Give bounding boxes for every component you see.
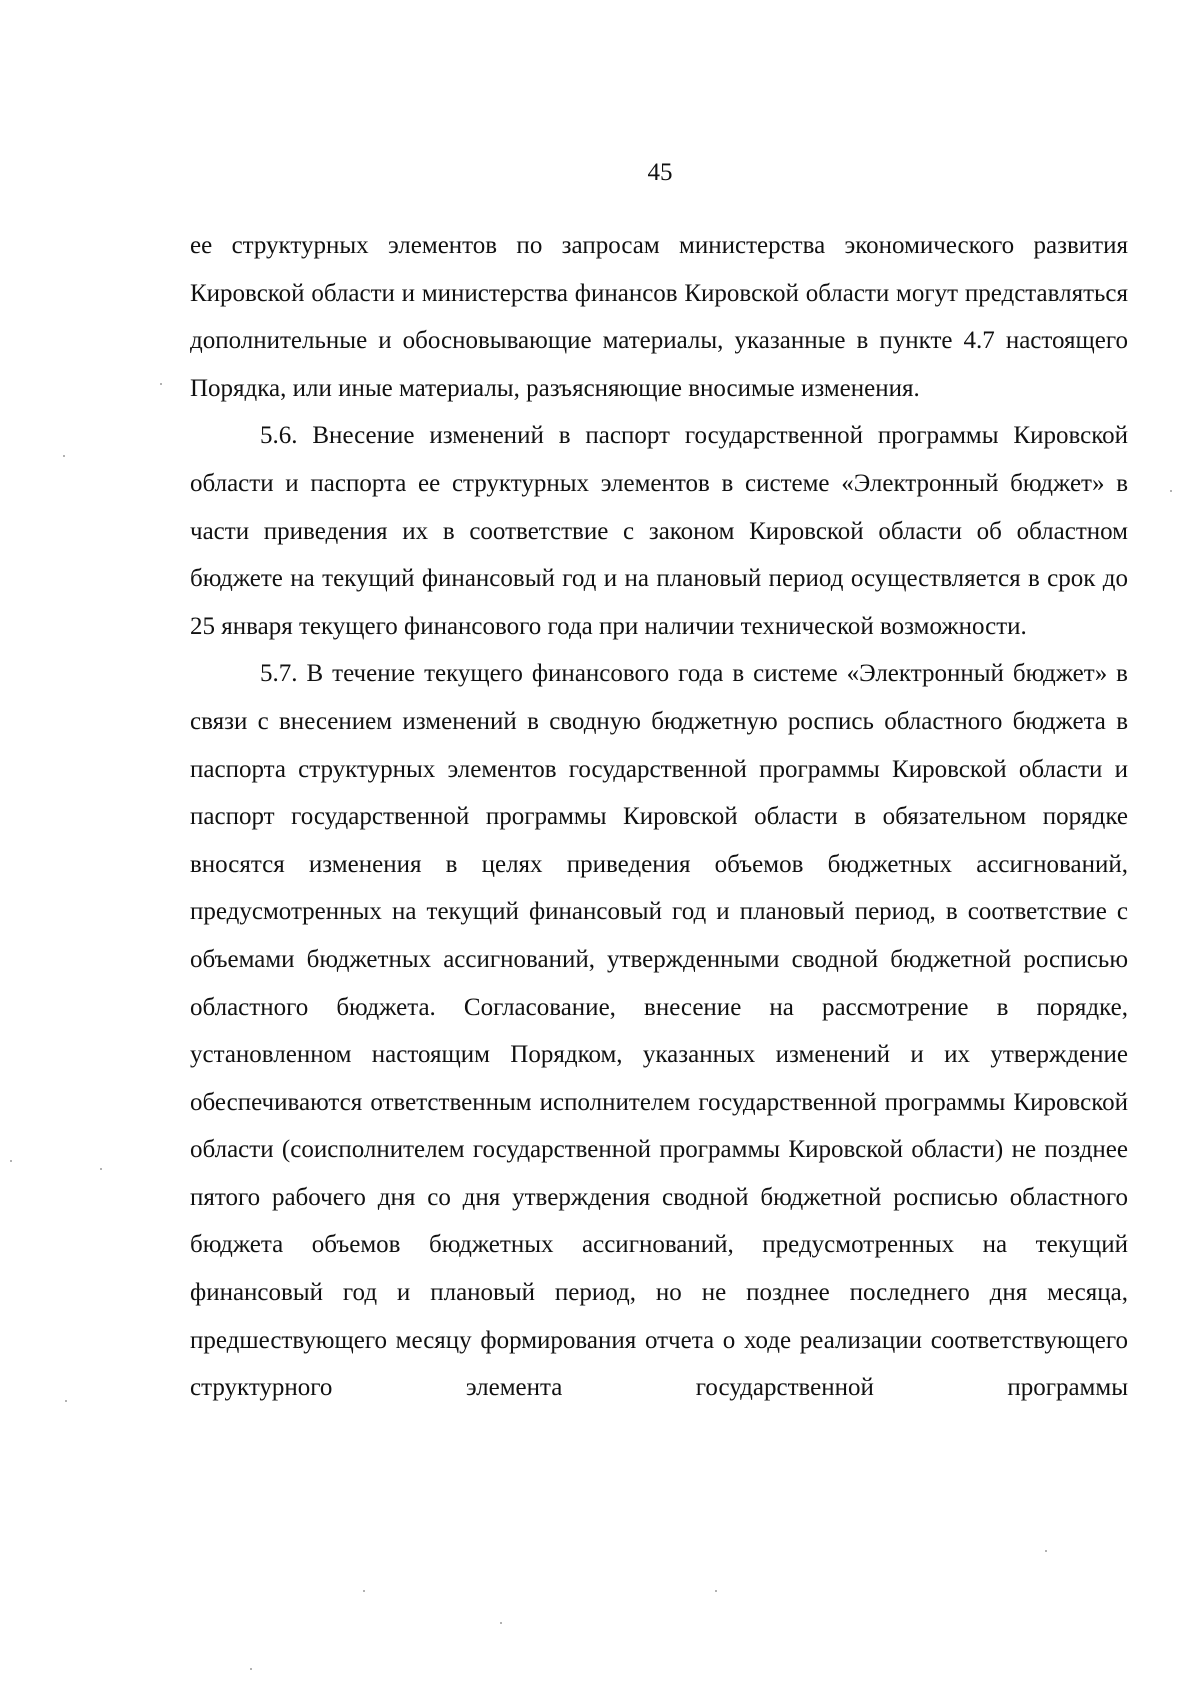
scan-speck [250,1668,252,1670]
paragraph-clause-5-7: 5.7. В течение текущего финансового года в системе «Электронный бюджет» в связи с внесением изменений в сводную бюджетную роспись областного бюджета в паспорта структурных элементов государственной программы Кировской области и паспорт государственной программы Кировской области в обязательном порядке вносятся изменения в целях приведения объемов бюджетных ассигнований, предусмотренных на текущий финансовый год и плановый период, в соответствие с объемами бюджетных ассигнований, утвержденными сводной бюджетной росписью областного бюджета. Согласование, внесение на рассмотрение в порядке, установленном настоящим Порядком, указанных изменений и их утверждение обеспечиваются ответственным исполнителем государственной программы Кировской области (соисполнителем государственной программы Кировской области) не позднее пятого рабочего дня со дня утверждения сводной бюджетной росписью областного бюджета объемов бюджетных ассигнований, предусмотренных на текущий финансовый год и плановый период, но не позднее последнего дня месяца, предшествующего месяцу формирования отчета о ходе реализации соответствующего структурного элемента государственной программы [190,660,1128,1402]
scan-speck [715,1590,717,1592]
scan-speck [63,455,65,457]
scan-speck [1170,490,1172,492]
scan-speck [100,1168,102,1170]
scan-speck [1045,1550,1047,1552]
scan-speck [160,383,162,385]
paragraph-clause-5-6: 5.6. Внесение изменений в паспорт государственной программы Кировской области и паспорта ее структурных элементов в системе «Электронный бюджет» в части приведения их в соответствие с законом Кировской области об областном бюджете на текущий финансовый год и на плановый период осуществляется в срок до 25 января текущего финансового года при наличии технической возможности. [190,422,1128,640]
scan-speck [10,1160,12,1162]
scan-speck [363,1590,365,1592]
document-body [190,222,1128,1412]
paragraph-continuation: ее структурных элементов по запросам министерства экономического развития Кировской области и министерства финансов Кировской области могут представляться дополнительные и обосновывающие материалы, указанные в пункте 4.7 настоящего Порядка, или иные материалы, разъясняющие вносимые изменения. [190,232,1128,402]
scan-speck [65,1400,67,1402]
page-number: 45 [647,159,673,186]
scan-speck [500,1622,502,1624]
